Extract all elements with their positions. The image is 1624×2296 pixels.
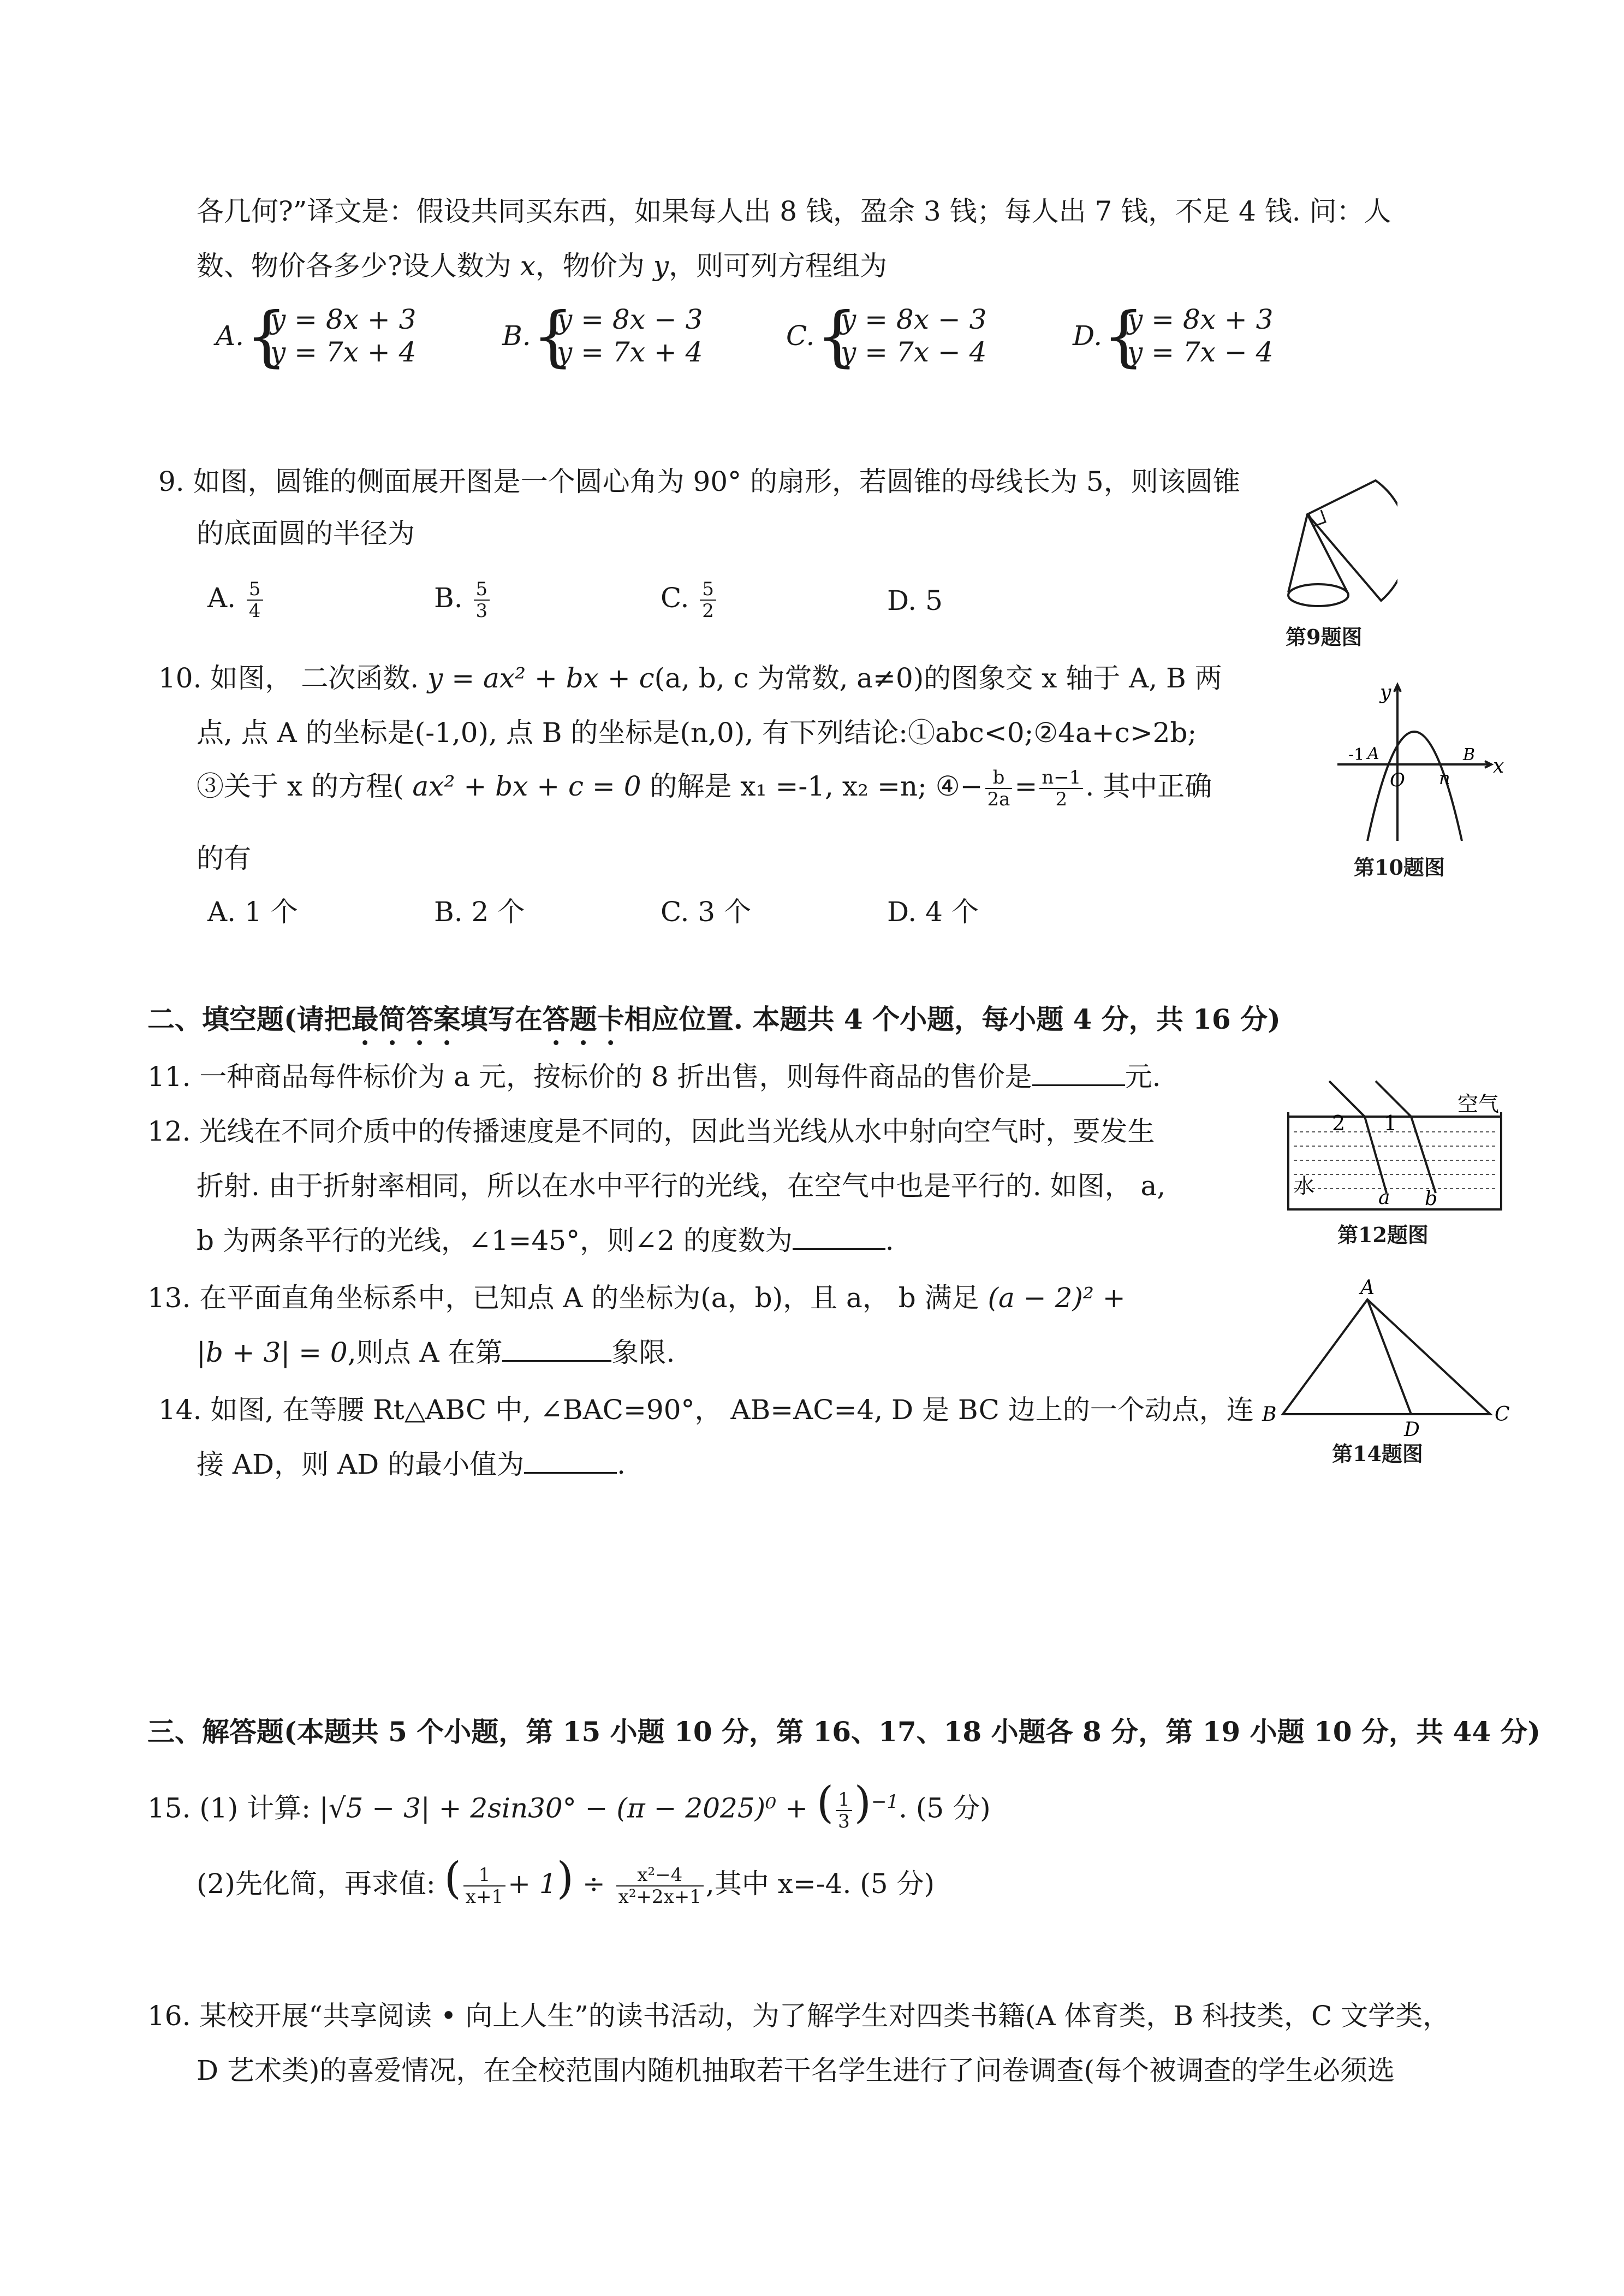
svg-text:C: C: [1495, 1403, 1510, 1426]
q15-part1: 15. (1) 计算: |√5 − 3| + 2sin30° − (π − 2025)⁰ + ( $\frac{1}{3}$ )$^{-1}$. (5 分): [147, 1777, 991, 1832]
svg-text:水: 水: [1294, 1174, 1315, 1198]
svg-text:b: b: [1425, 1188, 1438, 1210]
q9-option-a: A. $\frac{5}{4}$: [207, 579, 265, 621]
svg-text:B: B: [1262, 1403, 1277, 1426]
q12-line3: b 为两条平行的光线，∠1=45°，则∠2 的度数为 .: [197, 1225, 894, 1256]
svg-text:空气: 空气: [1458, 1092, 1500, 1116]
cone-figure: [1277, 470, 1397, 655]
q14-line2: 接 AD，则 AD 的最小值为 .: [197, 1449, 626, 1480]
q12-caption: 第12题图: [1337, 1223, 1429, 1247]
q12-line1: 12. 光线在不同介质中的传播速度是不同的，因此当光线从水中射向空气时，要发生: [147, 1116, 1155, 1147]
svg-text:n: n: [1439, 768, 1450, 788]
q9-caption: 第9题图: [1286, 625, 1363, 649]
q13-line1: 13. 在平面直角坐标系中，已知点 A 的坐标为(a，b)，且 a， b 满足 (a − 2)² +: [147, 1282, 1126, 1314]
svg-text:2: 2: [1332, 1111, 1346, 1135]
q13-line2: |b + 3| = 0,则点 A 在第 象限.: [197, 1337, 675, 1368]
q14-answer-blank: [524, 1448, 617, 1474]
q9-option-d: D. 5: [887, 585, 943, 616]
q9-option-b: B. $\frac{5}{3}$: [434, 579, 492, 621]
q16-line1: 16. 某校开展“共享阅读 • 向上人生”的读书活动，为了解学生对四类书籍(A 体育类，B 科技类，C 文学类，: [147, 2000, 1450, 2032]
q12-line2: 折射. 由于折射率相同，所以在水中平行的光线，在空气中也是平行的. 如图， a,: [197, 1170, 1166, 1202]
q16-line2: D 艺术类)的喜爱情况，在全校范围内随机抽取若干名学生进行了问卷调查(每个被调查的学生必须选: [197, 2055, 1395, 2086]
section3-title: 三、解答题(本题共 5 个小题，第 15 小题 10 分，第 16、17、18 小题各 8 分，第 19 小题 10 分，共 44 分): [147, 1716, 1541, 1748]
q10-caption: 第10题图: [1354, 855, 1445, 880]
q13-answer-blank: [502, 1336, 611, 1362]
q9-line2: 的底面圆的半径为: [197, 518, 415, 549]
svg-text:A: A: [1360, 1278, 1375, 1299]
q10-line4: 的有: [197, 843, 251, 874]
svg-text:A: A: [1367, 744, 1379, 763]
q10-line1: 10. 如图， 二次函数. y = ax² + bx + c(a, b, c 为常数, a≠0)的图象交 x 轴于 A, B 两: [158, 662, 1222, 694]
q10-option-a: A. 1 个: [207, 896, 298, 928]
q14-caption: 第14题图: [1332, 1441, 1423, 1466]
q9-option-c: C. $\frac{5}{2}$: [661, 579, 718, 621]
q11-answer-blank: [1032, 1060, 1125, 1086]
svg-text:x: x: [1493, 755, 1504, 778]
q10-option-b: B. 2 个: [434, 896, 525, 928]
svg-text:-1: -1: [1348, 745, 1365, 764]
svg-text:a: a: [1378, 1186, 1390, 1209]
refraction-figure: [1283, 1078, 1512, 1259]
q10-option-d: D. 4 个: [887, 896, 979, 928]
svg-text:O: O: [1390, 769, 1405, 791]
q8-line1: 各几何?”译文是：假设共同买东西，如果每人出 8 钱，盈余 3 钱；每人出 7 钱，不足 4 钱. 问：人: [197, 195, 1391, 227]
svg-text:1: 1: [1384, 1111, 1397, 1135]
triangle-figure: [1261, 1278, 1518, 1469]
svg-text:D: D: [1404, 1419, 1420, 1441]
q9-line1: 9. 如图，圆锥的侧面展开图是一个圆心角为 90° 的扇形，若圆锥的母线长为 5，则该圆锥: [158, 466, 1240, 497]
q15-part2: (2)先化简，再求值: ( $\frac{1}{x+1}$ + 1) ÷ $\frac{\text{x²−4}}{\text{x²+2x+1}}$ ,其中 x=-4. (5 分): [197, 1853, 935, 1908]
q8-line2: 数、物价各多少?设人数为 x，物价为 y，则可列方程组为: [197, 250, 888, 282]
q10-line3: ③关于 x 的方程( ax² + bx + c = 0 的解是 x₁ =-1, x₂ =n; ④− $\frac{b}{2a}$ = $\frac{n-1}{2}$ . 其中正确: [197, 767, 1212, 810]
q10-line2: 点, 点 A 的坐标是(-1,0), 点 B 的坐标是(n,0), 有下列结论:①abc<0;②4a+c>2b;: [197, 717, 1197, 749]
svg-text:y: y: [1380, 681, 1391, 704]
q10-option-c: C. 3 个: [661, 896, 751, 928]
parabola-figure: [1332, 677, 1507, 885]
q14-line1: 14. 如图, 在等腰 Rt△ABC 中, ∠BAC=90°， AB=AC=4, D 是 BC 边上的一个动点，连: [158, 1394, 1254, 1426]
q11-text: 11. 一种商品每件标价为 a 元，按标价的 8 折出售，则每件商品的售价是 元.: [147, 1061, 1161, 1093]
section2-title: 二、填空题(请把最简答案填写在答题卡相应位置. 本题共 4 个小题，每小题 4 分，共 16 分): [147, 1003, 1281, 1035]
svg-text:B: B: [1463, 745, 1476, 764]
q12-answer-blank: [793, 1224, 885, 1250]
